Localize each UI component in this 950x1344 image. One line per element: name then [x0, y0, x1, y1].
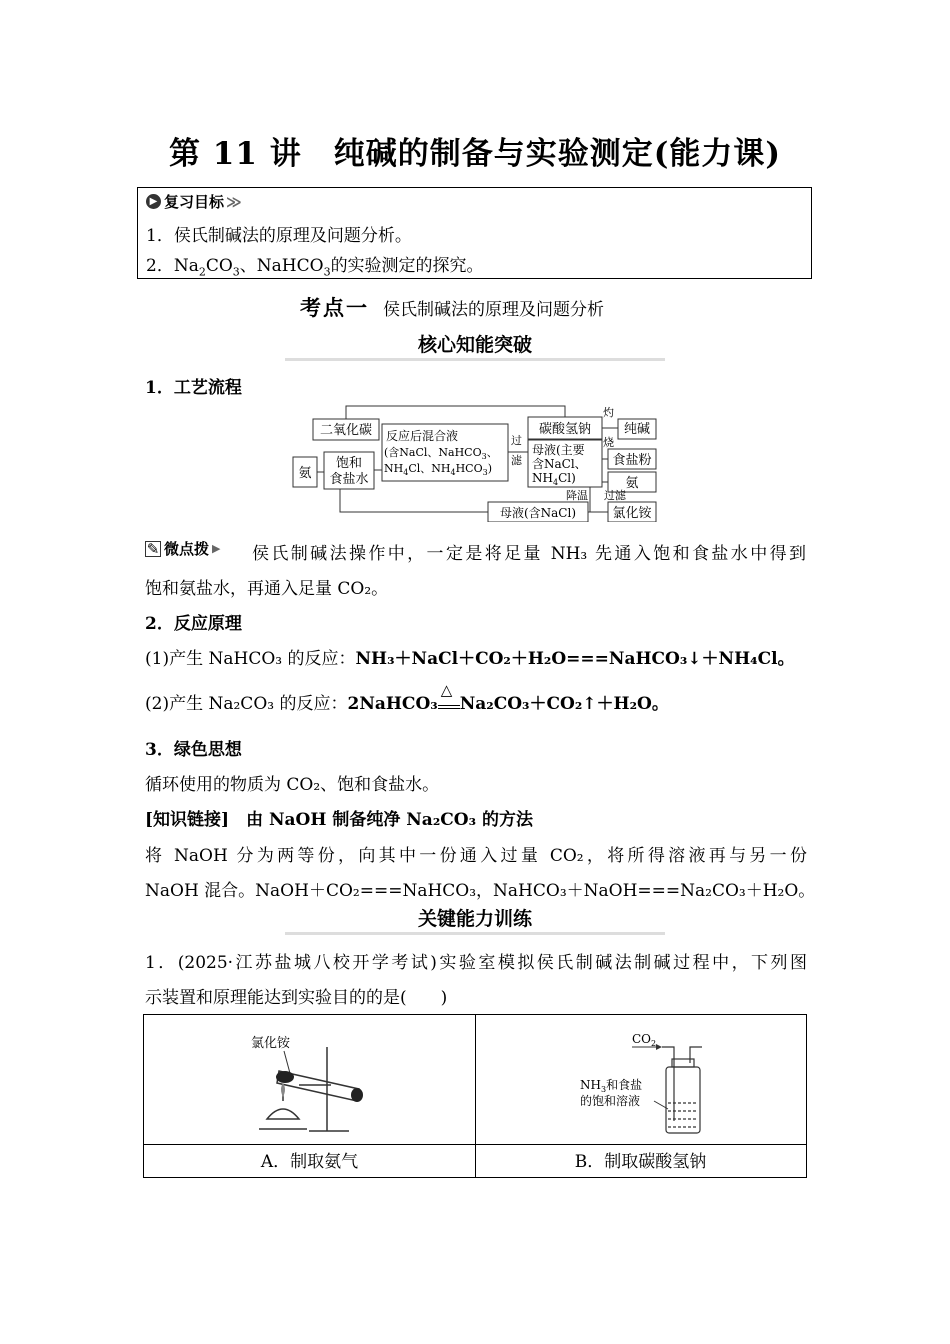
flow-mix-2-text: (含NaCl、NaHCO: [384, 446, 482, 459]
label-co2-sub: 2: [651, 1039, 657, 1048]
flow-mother-3: $NH_4Cl$): [532, 471, 576, 487]
heat-triangle-icon: △: [440, 681, 453, 699]
flow-burn-1: 灼: [603, 406, 614, 419]
label-co2: [632, 1032, 656, 1048]
flow-mother-3-text: NH: [532, 471, 553, 485]
knowledge-link-line-2: NaOH 混合。NaOH＋CO₂===NaHCO₃，NaHCO₃＋NaOH===Na₂CO₃＋H₂O。: [145, 881, 816, 901]
flow-mother-nacl: 母液(含NaCl): [499, 506, 577, 520]
review-goals-heading: [146, 191, 242, 212]
flow-mix-1: 反应后混合液: [386, 429, 459, 443]
goal2-d: 的实验测定的探究。: [330, 256, 484, 276]
flow-filter-3: 过滤: [604, 489, 626, 502]
flow-brine-2: 食盐水: [329, 472, 369, 487]
label-sol1-text: NH: [580, 1078, 601, 1092]
flow-salt: 食盐粉: [612, 453, 652, 468]
stopper-icon: [351, 1088, 363, 1102]
apparatus-a-illustration: [239, 1029, 389, 1141]
flow-mix-3: $NH_4Cl$、$NH_4HCO_3$): [384, 462, 492, 477]
label-solution-2: 的饱和溶液: [580, 1094, 641, 1108]
exam-point-text: 侯氏制碱法的原理及问题分析: [383, 300, 604, 320]
flow-mix-3-text: NH: [384, 462, 404, 475]
heading-green: 3．绿色思想: [145, 740, 242, 760]
triangle-icon: ▶: [212, 542, 221, 555]
flow-soda: 纯碱: [623, 422, 651, 437]
section-core-knowledge: 核心知能突破: [285, 330, 665, 361]
flow-mother-4-text: Cl): [558, 471, 576, 485]
table-row-divider: [144, 1144, 806, 1145]
flow-filter-1: 过: [511, 434, 522, 447]
flow-nh3-in: 氨: [298, 466, 312, 481]
flow-brine-1: 饱和: [335, 456, 363, 471]
tip-label: [145, 538, 220, 559]
label-sol1-rest: 和食盐: [606, 1078, 643, 1092]
flow-mix-5-text: HCO: [455, 462, 483, 475]
knowledge-link-title: [知识链接] 由 NaOH 制备纯净 Na₂CO₃ 的方法: [145, 810, 533, 830]
green-text: 循环使用的物质为 CO₂、饱和食盐水。: [145, 775, 440, 795]
goal2-a: 2．Na: [146, 256, 199, 276]
tip-line-1: 侯氏制碱法操作中，一定是将足量 NH₃ 先通入饱和食盐水中得到: [252, 544, 806, 564]
page-title: 第 11 讲 纯碱的制备与实验测定(能力课): [168, 136, 782, 172]
eq2-a: 2NaHCO₃: [347, 694, 438, 714]
pencil-icon: ✎: [146, 539, 160, 558]
label-co2-text: CO: [632, 1032, 652, 1046]
eq2-prefix: (2)产生 Na₂CO₃ 的反应：: [145, 694, 348, 714]
tip-line-2: 饱和氨盐水，再通入足量 CO₂。: [145, 579, 389, 599]
eq1-text: NH₃＋NaCl＋CO₂＋H₂O===NaHCO₃↓＋NH₄Cl。: [355, 649, 795, 669]
question-1-line-1: 1．(2025·江苏盐城八校开学考试)实验室模拟侯氏制碱法制碱过程中，下列图: [145, 953, 807, 973]
equation-2: [145, 681, 669, 714]
equation-1: [145, 644, 795, 669]
flow-nh4cl: 氯化铵: [612, 506, 652, 521]
heading-principle: 2．反应原理: [145, 614, 242, 634]
flow-mix-2: (含NaCl、NaHCO$_3$、: [384, 446, 498, 461]
goal-item-1: 1．侯氏制碱法的原理及问题分析。: [146, 226, 412, 246]
flow-mother-2: 含NaCl、: [532, 457, 587, 471]
question-1-line-2: 示装置和原理能达到实验目的的是( ): [145, 988, 448, 1008]
exam-point-heading: [300, 292, 604, 322]
option-a-caption: A．制取氨气: [260, 1152, 359, 1172]
label-nh4cl: 氯化铵: [251, 1036, 291, 1051]
goal-item-2: 2．$Na_2CO_3$、NaHCO$_3$的实验测定的探究。: [146, 256, 484, 279]
process-flow-diagram: [290, 402, 670, 522]
flow-filter-2: 滤: [511, 454, 522, 467]
exam-point-label: 考点一: [300, 296, 369, 320]
label-sol1-sub: 3: [600, 1085, 607, 1094]
goal2-b: CO: [205, 256, 233, 276]
option-b-caption: B．制取碳酸氢钠: [574, 1152, 707, 1172]
section-key-skills: 关键能力训练: [285, 904, 665, 935]
review-goals-box: [137, 187, 812, 279]
solid-sample-icon: [276, 1071, 294, 1083]
flow-nahco3: 碳酸氢钠: [538, 422, 592, 437]
apparatus-b-illustration: [574, 1029, 734, 1141]
flow-cool: 降温: [566, 489, 588, 502]
flow-ammonia: 氨: [625, 476, 639, 491]
eq1-prefix: (1)产生 NaHCO₃ 的反应：: [145, 649, 356, 669]
eq2-b: Na₂CO₃＋CO₂↑＋H₂O。: [459, 694, 669, 714]
heading-process: 1．工艺流程: [145, 378, 242, 398]
flow-burn-2: 烧: [603, 436, 614, 449]
double-chevron-icon: ≫: [226, 192, 242, 211]
tip-label-text: 微点拨: [164, 540, 210, 558]
flow-co2: 二氧化碳: [319, 423, 373, 438]
knowledge-link-line-1: 将 NaOH 分为两等份，向其中一份通入过量 CO₂，将所得溶液再与另一份: [145, 846, 807, 866]
goal2-c: 、NaHCO: [239, 256, 324, 276]
flow-mix-4-text: Cl、NH: [408, 462, 451, 475]
label-solution-1: [580, 1077, 642, 1094]
goals-heading-text: 复习目标: [164, 193, 225, 211]
play-icon: ▶: [146, 194, 161, 209]
options-table: [143, 1014, 807, 1178]
heating-condition: [438, 681, 460, 709]
flow-mother-1: 母液(主要: [532, 443, 585, 457]
